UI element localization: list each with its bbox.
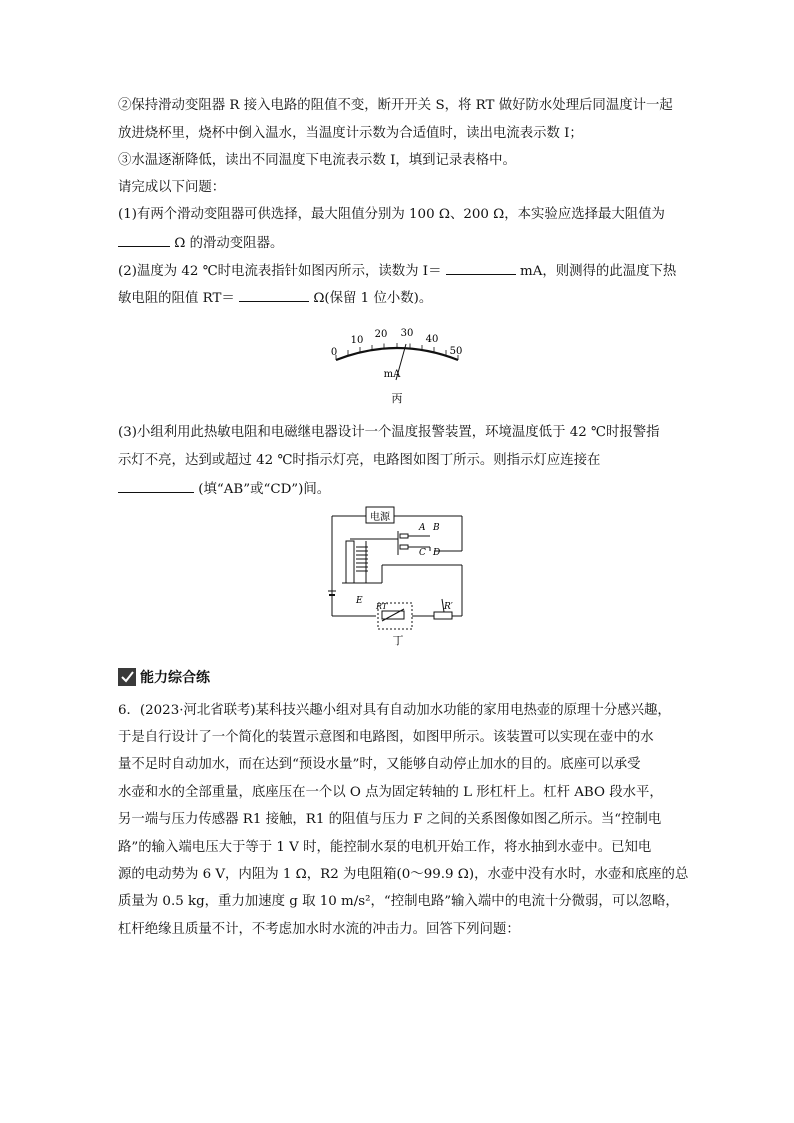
- q3-line-1: (3)小组利用此热敏电阻和电磁继电器设计一个温度报警装置，环境温度低于 42 ℃时报警指: [118, 425, 660, 440]
- q2-line-2: [118, 287, 432, 309]
- answer-blank-2[interactable]: [446, 260, 516, 275]
- step3-line: ③水温逐渐降低，读出不同温度下电流表示数 I，填到记录表格中。: [118, 153, 516, 168]
- q3-line-3-text: (填“AB”或“CD”)间。: [198, 482, 331, 497]
- q6-line-3: 量不足时自动加水，而在达到“预设水量”时，又能够自动停止加水的目的。底座可以承受: [118, 757, 641, 772]
- label-A: A: [419, 523, 426, 533]
- meter-tick-10: 10: [350, 335, 364, 346]
- circuit-caption: 丁: [392, 634, 404, 647]
- step2-line-2: 放进烧杯里，烧杯中倒入温水，当温度计示数为合适值时，读出电流表示数 I；: [118, 126, 583, 141]
- q3-line-3: [118, 478, 330, 500]
- meter-tick-20: 20: [374, 329, 388, 340]
- q6-line-1: 6．(2023·河北省联考)某科技兴趣小组对具有自动加水功能的家用电热壶的原理十分感兴趣，: [118, 703, 671, 718]
- answer-blank-3[interactable]: [239, 287, 309, 302]
- q1-line-1: (1)有两个滑动变阻器可供选择，最大阻值分别为 100 Ω、200 Ω，本实验应选择最大阻值为: [118, 207, 665, 222]
- relay-circuit-figure: [326, 503, 470, 647]
- section-title: 能力综合练: [140, 670, 210, 686]
- label-source: 电源: [370, 512, 390, 523]
- label-E: E: [356, 596, 363, 606]
- q1-line-2: [118, 232, 283, 254]
- q1-line-2-text: Ω 的滑动变阻器。: [174, 236, 284, 251]
- q6-line-6: 路”的输入端电压大于等于 1 V 时，能控制水泵的电机开始工作，将水抽到水壶中。已知电: [118, 840, 652, 855]
- answer-blank-1[interactable]: [118, 232, 170, 247]
- label-RT: RT: [376, 602, 388, 611]
- q2-line-1-text-b: mA，则测得的此温度下热: [520, 264, 677, 279]
- q6-line-4: 水壶和水的全部重量，底座压在一个以 O 点为固定转轴的 L 形杠杆上。杠杆 ABO 段水平，: [118, 785, 663, 800]
- meter-tick-40: 40: [425, 334, 439, 345]
- meter-unit: mA: [383, 369, 401, 380]
- label-B: B: [433, 523, 440, 533]
- q6-line-5: 另一端与压力传感器 R1 接触，R1 的阻值与压力 F 之间的关系图像如图乙所示。当“控制电: [118, 812, 662, 827]
- meter-tick-50: 50: [449, 346, 463, 357]
- meter-tick-30: 30: [400, 328, 414, 339]
- q2-line-1: [118, 260, 676, 282]
- meter-tick-0: 0: [330, 347, 338, 358]
- q6-line-2: 于是自行设计了一个简化的装置示意图和电路图，如图甲所示。该装置可以实现在壶中的水: [118, 730, 654, 745]
- q6-line-7: 源的电动势为 6 V，内阻为 1 Ω，R2 为电阻箱(0～99.9 Ω)，水壶中没有水时，水壶和底座的总: [118, 867, 689, 882]
- q6-line-8: 质量为 0.5 kg，重力加速度 g 取 10 m/s²，“控制电路”输入端中的电流十分微弱，可以忽略，: [118, 894, 679, 909]
- q3-line-2: 示灯不亮，达到或超过 42 ℃时指示灯亮，电路图如图丁所示。则指示灯应连接在: [118, 453, 601, 468]
- label-C: C: [419, 548, 426, 558]
- label-Rprime: R′: [444, 602, 453, 612]
- step2-line-1: ②保持滑动变阻器 R 接入电路的阻值不变，断开开关 S，将 RT 做好防水处理后同温度计一起: [118, 98, 673, 113]
- checklist-icon: [118, 668, 136, 686]
- q6-line-9: 杠杆绝缘且质量不计，不考虑加水时水流的冲击力。回答下列问题：: [118, 922, 520, 937]
- section-heading: [118, 666, 210, 688]
- q2-line-2-text-a: 敏电阻的阻值 RT＝: [118, 291, 235, 306]
- q2-line-2-text-b: Ω(保留 1 位小数)。: [313, 291, 433, 306]
- ammeter-figure: [322, 322, 472, 408]
- label-D: D: [433, 548, 441, 558]
- meter-caption: 丙: [391, 392, 403, 405]
- q2-line-1-text-a: (2)温度为 42 ℃时电流表指针如图丙所示，读数为 I＝: [118, 264, 442, 279]
- answer-blank-4[interactable]: [118, 478, 194, 493]
- prompt-line: 请完成以下问题：: [118, 180, 226, 195]
